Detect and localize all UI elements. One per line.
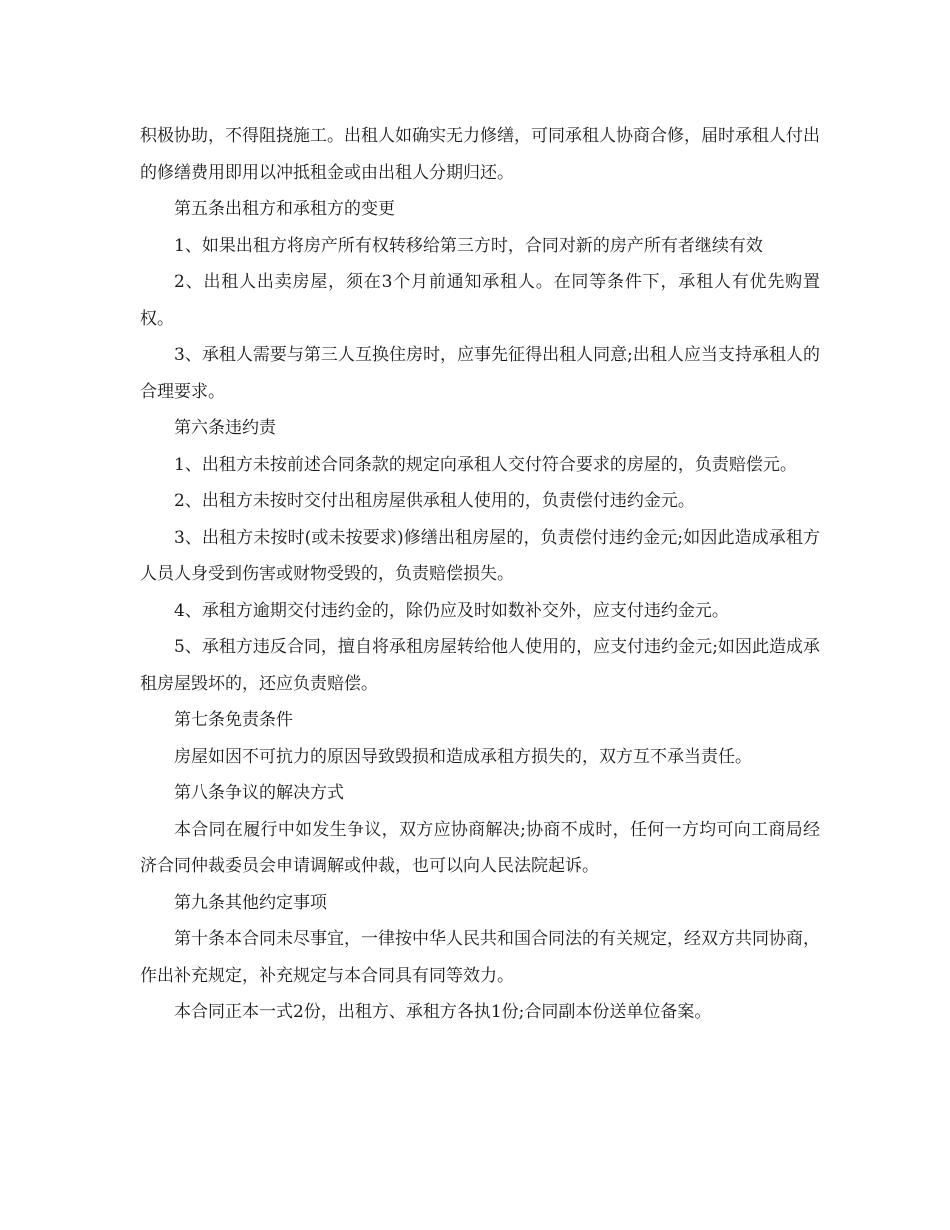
heading-article-5: 第五条出租方和承租方的变更 [174,199,395,219]
clause-6-3: 3、出租方未按时(或未按要求)修缮出租房屋的，负责偿付违约金元;如因此造成承租方人员人身受到伤害或财物受毁的，负责赔偿损失。 [140,527,820,584]
clause-5-2: 2、出租人出卖房屋，须在3个月前通知承租人。在同等条件下，承租人有优先购置权。 [140,272,820,329]
clause-6-5: 5、承租方违反合同，擅自将承租房屋转给他人使用的，应支付违约金元;如因此造成承租房屋毁坏的，还应负责赔偿。 [140,637,820,694]
clause-7-body: 房屋如因不可抗力的原因导致毁损和造成承租方损失的，双方互不承当责任。 [174,746,752,767]
document-page [140,118,820,1031]
clause-copies: 本合同正本一式2份，出租方、承租方各执1份;合同副本份送单位备案。 [174,1002,712,1022]
clause-6-4: 4、承租方逾期交付违约金的，除仍应及时如数补交外，应支付违约金元。 [174,600,729,621]
heading-article-7: 第七条免责条件 [174,710,293,730]
heading-article-8: 第八条争议的解决方式 [174,783,344,803]
clause-5-1: 1、如果出租方将房产所有权转移给第三方时，合同对新的房产所有者继续有效 [174,235,763,256]
clause-6-2: 2、出租方未按时交付出租房屋供承租人使用的，负责偿付违约金元。 [174,491,695,511]
paragraph-repair-continuation: 积极协助，不得阻挠施工。出租人如确实无力修缮，可同承租人协商合修，届时承租人付出的修缮费用即用以冲抵租金或由出租人分期归还。 [140,126,820,183]
heading-article-6: 第六条违约责 [174,418,276,438]
clause-5-3: 3、承租人需要与第三人互换住房时，应事先征得出租人同意;出租人应当支持承租人的合理要求。 [140,345,820,402]
heading-article-9: 第九条其他约定事项 [174,892,327,913]
clause-10-body: 第十条本合同未尽事宜，一律按中华人民共和国合同法的有关规定，经双方共同协商，作出补充规定，补充规定与本合同具有同等效力。 [140,929,820,986]
clause-6-1: 1、出租方未按前述合同条款的规定向承租人交付符合要求的房屋的，负责赔偿元。 [174,454,797,475]
clause-8-body: 本合同在履行中如发生争议，双方应协商解决;协商不成时，任何一方均可向工商局经济合同仲裁委员会申请调解或仲裁，也可以向人民法院起诉。 [140,819,820,876]
